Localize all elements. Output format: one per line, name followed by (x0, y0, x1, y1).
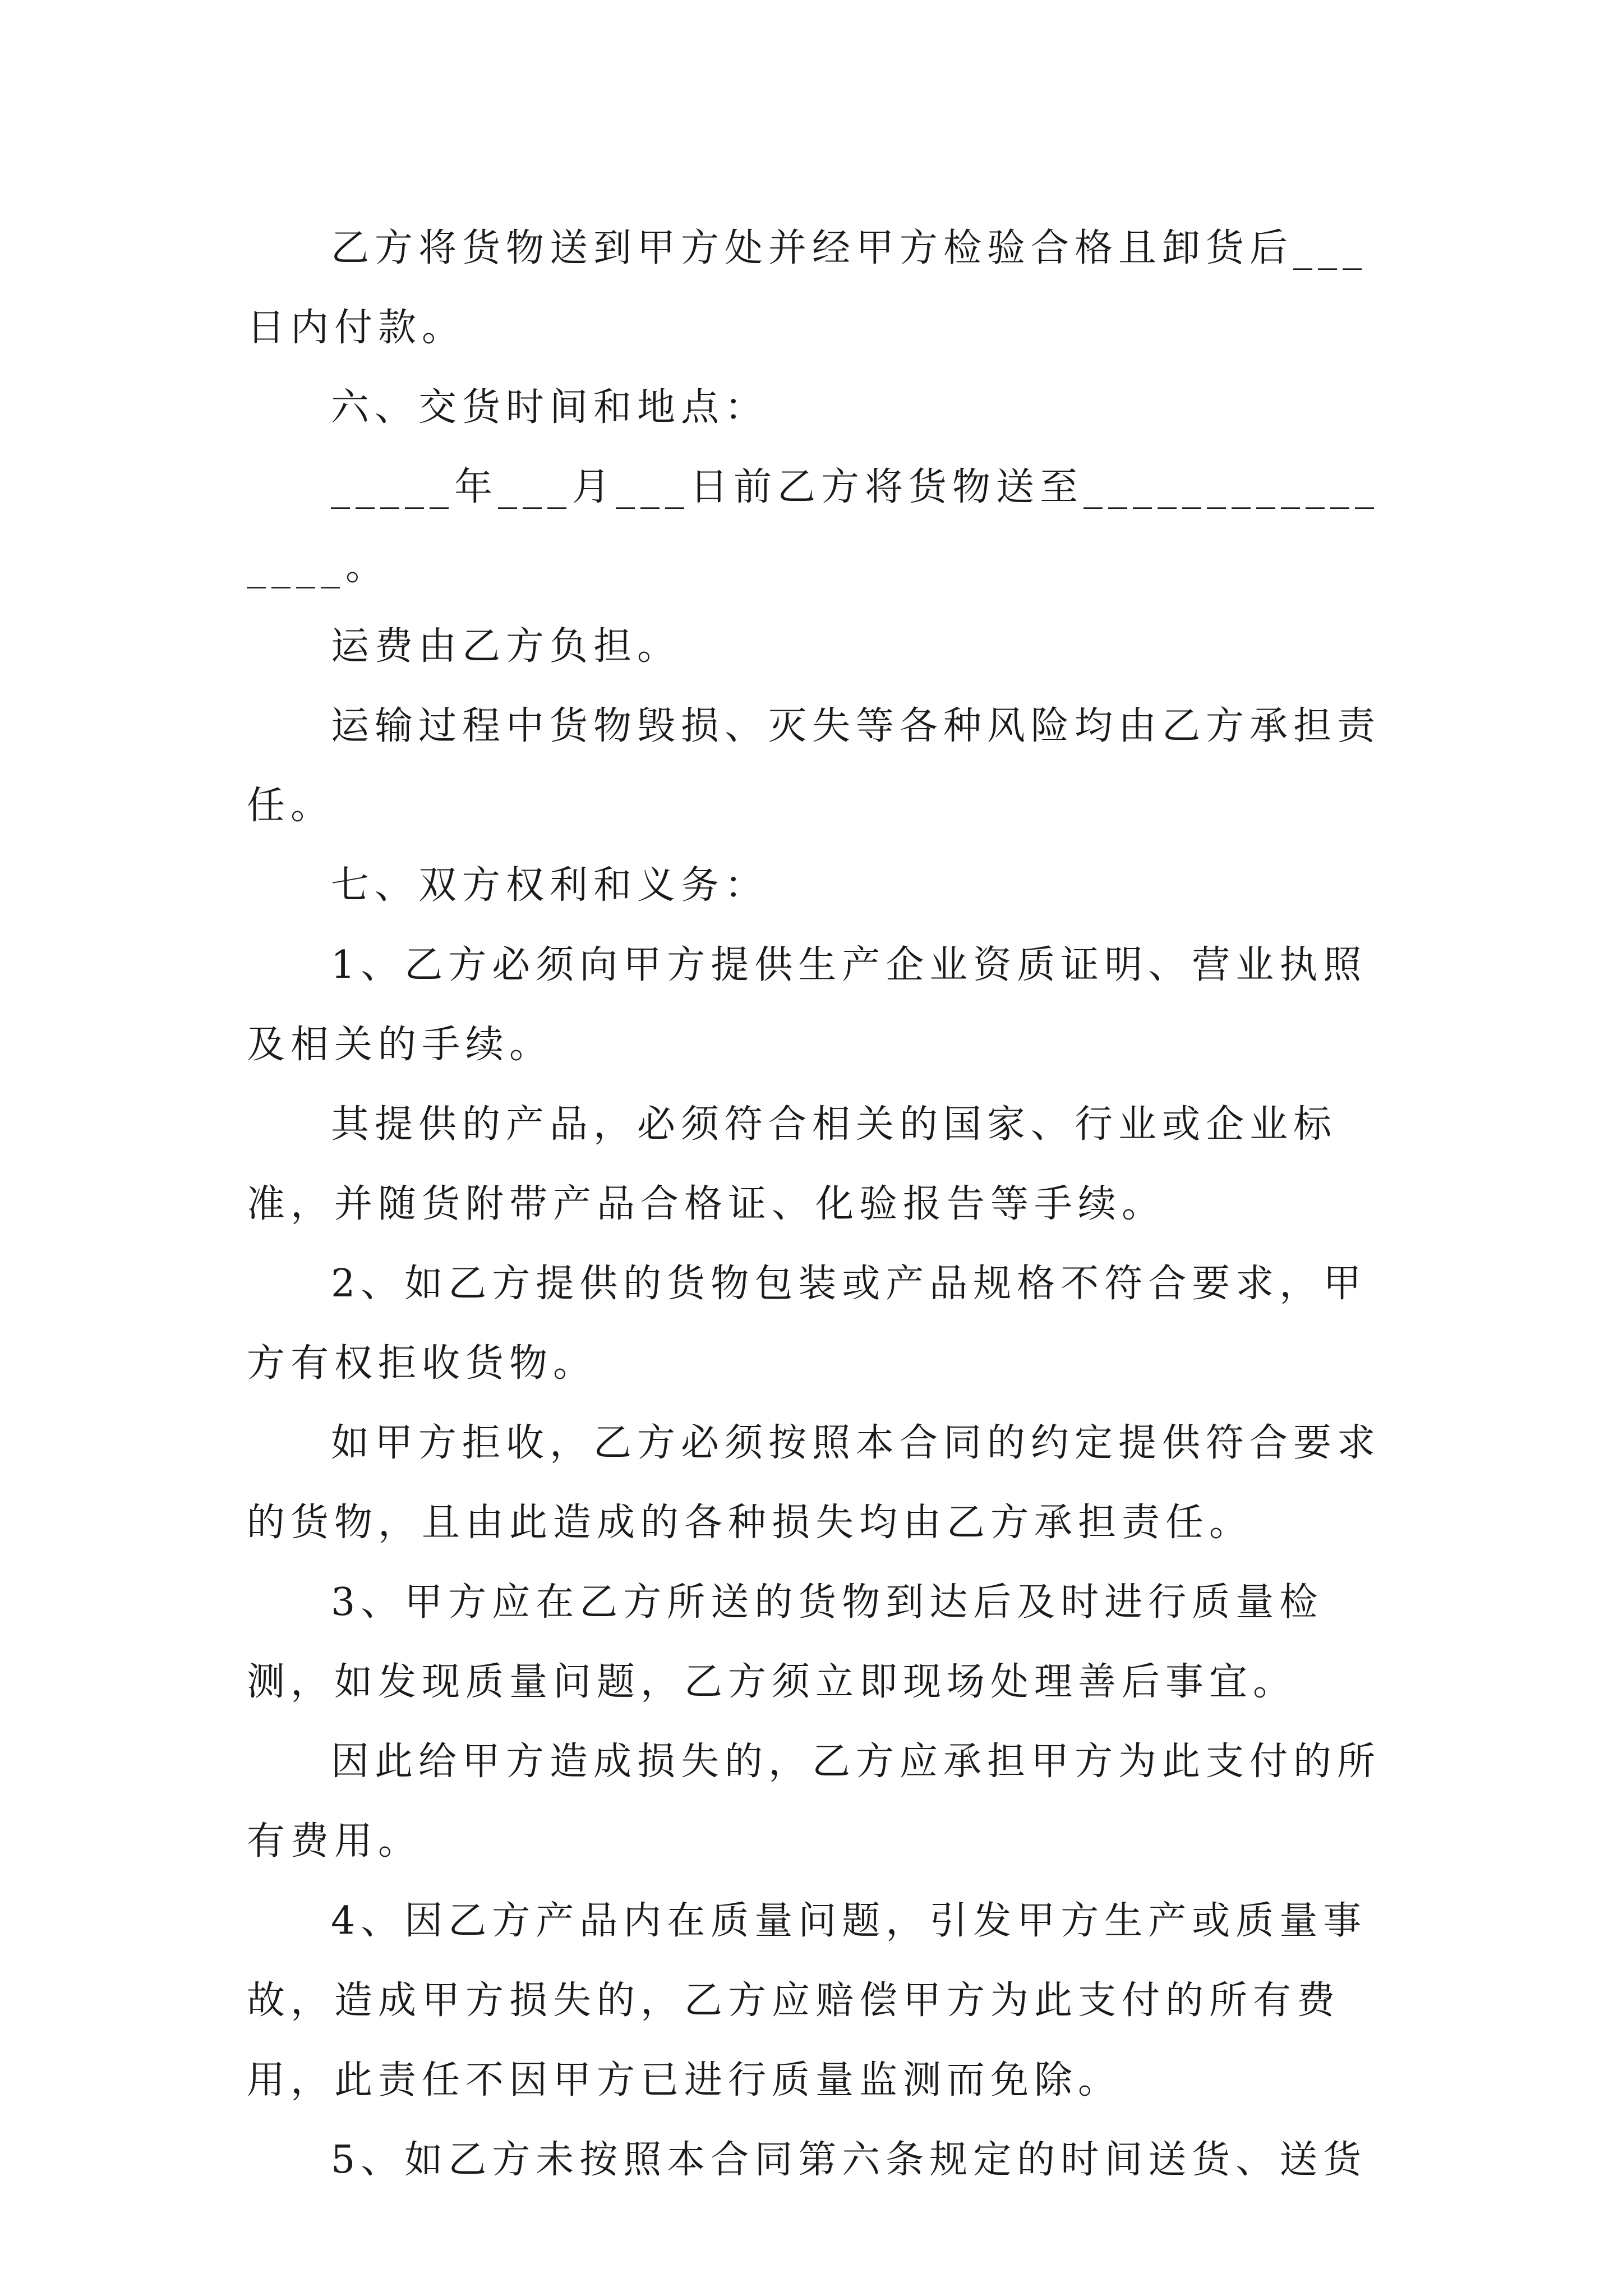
paragraph-transport-risk: 运输过程中货物毁损、灭失等各种风险均由乙方承担责任。 (247, 704, 1381, 828)
paragraph-payment-terms: 乙方将货物送到甲方处并经甲方检验合格且卸货后___日内付款。 (247, 226, 1368, 350)
paragraph-clause-3: 3、甲方应在乙方所送的货物到达后及时进行质量检测，如发现质量问题，乙方须立即现场处理善后事宜。 (247, 1580, 1324, 1704)
paragraph-clause-1: 1、乙方必须向甲方提供生产企业资质证明、营业执照及相关的手续。 (247, 943, 1367, 1067)
section-heading-delivery: 六、交货时间和地点： (331, 385, 769, 430)
paragraph-freight: 运费由乙方负担。 (331, 624, 681, 669)
document-body (247, 209, 1391, 2200)
paragraph-delivery-date: _____年___月___日前乙方将货物送至________________。 (247, 465, 1380, 589)
paragraph-clause-4: 4、因乙方产品内在质量问题，引发甲方生产或质量事故，造成甲方损失的，乙方应赔偿甲方为此支付的所有费用，此责任不因甲方已进行质量监测而免除。 (247, 1899, 1367, 2102)
paragraph-clause-5: 5、如乙方未按照本合同第六条规定的时间送货、送货 (331, 2138, 1367, 2182)
paragraph-loss-costs: 因此给甲方造成损失的，乙方应承担甲方为此支付的所有费用。 (247, 1740, 1381, 1864)
paragraph-rejection: 如甲方拒收，乙方必须按照本合同的约定提供符合要求的货物，且由此造成的各种损失均由乙方承担责任。 (247, 1421, 1381, 1545)
paragraph-clause-2: 2、如乙方提供的货物包装或产品规格不符合要求，甲方有权拒收货物。 (247, 1262, 1367, 1386)
paragraph-product-standards: 其提供的产品，必须符合相关的国家、行业或企业标准，并随货附带产品合格证、化验报告等手续。 (247, 1102, 1338, 1226)
section-heading-rights: 七、双方权利和义务： (331, 863, 769, 908)
